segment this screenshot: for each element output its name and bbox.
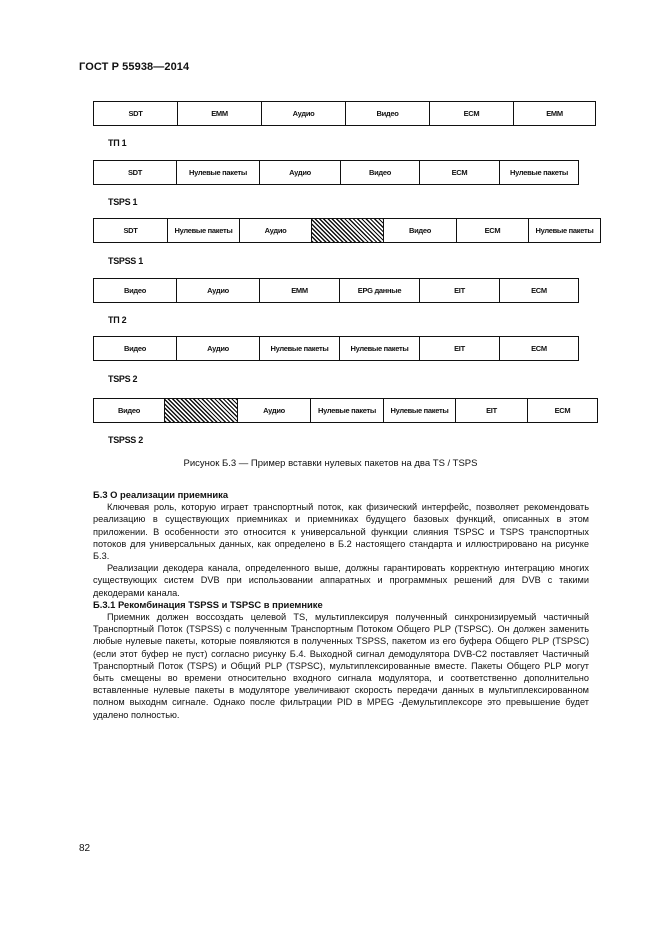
packet-cell: EMM [546, 108, 563, 118]
packet-cell: EIT [420, 279, 500, 302]
section-b3 [93, 489, 589, 721]
section-title: Б.3 О реализации приемника [93, 489, 229, 500]
packet-cell: ECM [430, 102, 514, 125]
packet-row-tp1 [93, 101, 596, 126]
packet-row-tsps2 [93, 336, 579, 361]
packet-cell: Видео [94, 399, 165, 422]
packet-cell: Аудио [238, 399, 311, 422]
packet-cell: Видео [94, 279, 177, 302]
packet-cell: SDT [94, 219, 168, 242]
packet-cell: EPG данные [340, 279, 420, 302]
packet-cell: Аудио [262, 102, 346, 125]
packet-cell: Видео [346, 102, 430, 125]
inserted-packet-hatched [165, 399, 238, 422]
packet-cell: ECM [531, 285, 547, 295]
row-label: TSPS 2 [108, 374, 138, 384]
row-label: TSPSS 1 [108, 256, 143, 266]
row-label: TSPS 1 [108, 197, 138, 207]
packet-cell: SDT [94, 102, 178, 125]
packet-cell: Видео [341, 161, 420, 184]
packet-row-tp2 [93, 278, 579, 303]
packet-cell: Нулевые пакеты [168, 219, 240, 242]
packet-cell: ECM [531, 343, 547, 353]
row-label: TSPSS 2 [108, 435, 143, 445]
packet-cell: Видео [94, 337, 177, 360]
packet-cell: EIT [456, 399, 528, 422]
packet-cell: Нулевые пакеты [340, 337, 420, 360]
packet-cell: Нулевые пакеты [384, 399, 456, 422]
packet-cell: EMM [178, 102, 262, 125]
packet-cell: Нулевые пакеты [535, 225, 594, 235]
packet-cell: EMM [260, 279, 340, 302]
packet-row-tspss2 [93, 398, 598, 423]
inserted-packet-hatched [312, 219, 384, 242]
paragraph: Ключевая роль, которую играет транспортный поток, как физический интерфейс, позволяет рекомендовать реализацию в существующих приемниках и приемниках будущего базовых функций, описанных в этом приложении. В особенности это относится к универсальной функции слияния TSPSC и TSPS транспортных потоков для универсальных данных, как определено в Б.2 настоящего стандарта и иллюстрировано на рисунке Б.3. [93, 502, 589, 562]
packet-cell: ECM [457, 219, 529, 242]
document-header: ГОСТ Р 55938—2014 [79, 61, 190, 73]
figure-caption: Рисунок Б.3 — Пример вставки нулевых пакетов на два TS / TSPS [183, 458, 478, 469]
packet-row-tspss1 [93, 218, 601, 243]
packet-cell: ECM [554, 405, 571, 415]
row-label: ТП 1 [108, 138, 127, 148]
packet-cell: Аудио [240, 219, 312, 242]
packet-cell: Нулевые пакеты [177, 161, 260, 184]
packet-cell: SDT [94, 161, 177, 184]
packet-cell: Аудио [177, 337, 260, 360]
packet-cell: Аудио [260, 161, 341, 184]
packet-cell: Видео [384, 219, 457, 242]
section-title: Б.3.1 Рекомбинация TSPSS и TSPSC в приемнике [93, 598, 323, 610]
packet-row-tsps1 [93, 160, 579, 185]
paragraph: Приемник должен воссоздать целевой TS, мультиплексируя полученный синхронизируемый частичный Транспортный Поток (TSPSS) с полученным Транспортным Потоком Общего PLP (TSPSC). Он должен заменить любые нулевые пакеты, которые появляются в полученных TSPSS, пакетом из его буфера Общего PLP (TSPSC) (если этот буфер не пуст) согласно рисунку Б.4. Выходной сигнал демодулятора DVB-C2 поставляет Частичный Транспортный Поток (TSPS) и Общий PLP (TSPSC), мультиплексированные вместе. Пакеты Общего PLP могут быть смещены во времени относительно входного сигнала модулятора, и соответственно дополнительно вставленные нулевые пакеты в модуляторе увеличивают скорость передачи данных в мультиплексированном полном выходнм сигнале. Однако после фильтрации PID в MPEG -Демультиплексоре это превышение будет удалено полностью. [93, 612, 589, 720]
packet-cell: ECM [420, 161, 500, 184]
packet-cell: Нулевые пакеты [509, 167, 568, 177]
packet-cell: Нулевые пакеты [311, 399, 384, 422]
paragraph: Реализации декодера канала, определенного выше, должны гарантировать корректную интеграцию многих существующих систем DVB при использовании аппаратных и программных решений для DVB с такими декодерами канала. [93, 563, 589, 598]
packet-cell: Аудио [177, 279, 260, 302]
page-number: 82 [79, 843, 91, 854]
packet-cell: EIT [420, 337, 500, 360]
packet-cell: Нулевые пакеты [260, 337, 340, 360]
row-label: ТП 2 [108, 315, 127, 325]
